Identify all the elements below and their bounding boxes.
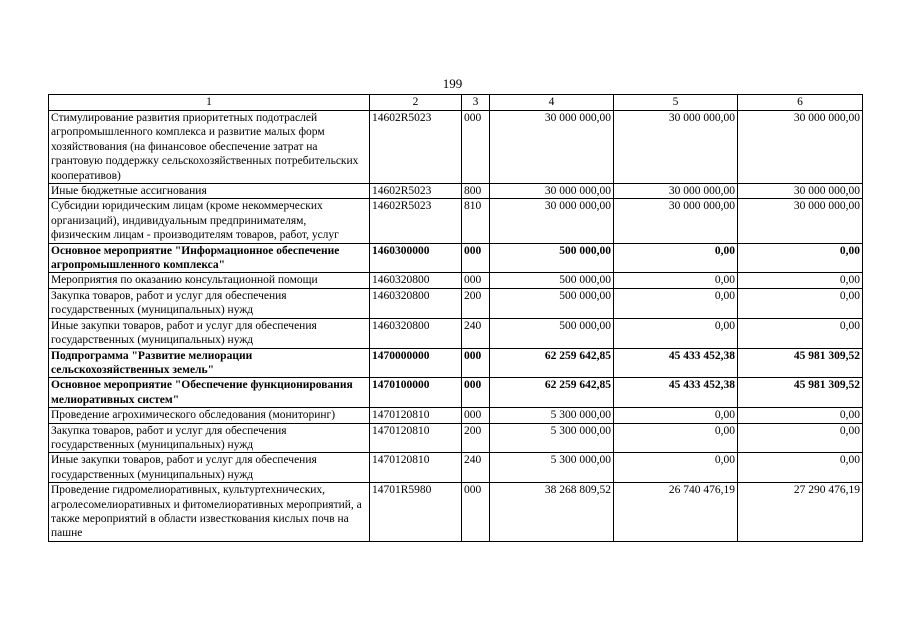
row-amount-col4: 500 000,00: [490, 243, 614, 273]
row-name: Закупка товаров, работ и услуг для обеспечения государственных (муниципальных) нужд: [49, 423, 370, 453]
row-amount-col5: 30 000 000,00: [614, 199, 738, 243]
header-row: [49, 95, 863, 111]
row-amount-col5: 0,00: [614, 453, 738, 483]
row-name: Подпрограмма "Развитие мелиорации сельскохозяйственных земель": [49, 348, 370, 378]
row-code: 1470120810: [370, 408, 462, 423]
row-amount-col4: 30 000 000,00: [490, 184, 614, 199]
row-code: 1460300000: [370, 243, 462, 273]
row-amount-col4: 500 000,00: [490, 318, 614, 348]
table-row: [49, 483, 863, 542]
row-amount-col5: 0,00: [614, 408, 738, 423]
table-row: [49, 273, 863, 288]
row-amount-col5: 0,00: [614, 318, 738, 348]
row-amount-col6: 0,00: [738, 288, 863, 318]
row-code: 1460320800: [370, 318, 462, 348]
row-expense-type: 810: [462, 199, 490, 243]
row-amount-col5: 0,00: [614, 423, 738, 453]
table-row: [49, 378, 863, 408]
column-header: 1: [49, 95, 370, 111]
row-code: 14602R5023: [370, 199, 462, 243]
row-code: 1460320800: [370, 288, 462, 318]
row-name: Субсидии юридическим лицам (кроме некоммерческих организаций), индивидуальным предпринимателям, физическим лицам - производителям товаров, работ, услуг: [49, 199, 370, 243]
row-amount-col6: 0,00: [738, 318, 863, 348]
column-header: 6: [738, 95, 863, 111]
row-expense-type: 200: [462, 288, 490, 318]
row-name: Мероприятия по оказанию консультационной помощи: [49, 273, 370, 288]
row-expense-type: 000: [462, 111, 490, 184]
row-expense-type: 000: [462, 378, 490, 408]
row-name: Закупка товаров, работ и услуг для обеспечения государственных (муниципальных) нужд: [49, 288, 370, 318]
row-expense-type: 000: [462, 243, 490, 273]
row-name: Основное мероприятие "Информационное обеспечение агропромышленного комплекса": [49, 243, 370, 273]
row-amount-col5: 30 000 000,00: [614, 184, 738, 199]
column-header: 2: [370, 95, 462, 111]
budget-table-body: [49, 111, 863, 542]
row-amount-col6: 30 000 000,00: [738, 199, 863, 243]
table-row: [49, 184, 863, 199]
row-amount-col6: 0,00: [738, 243, 863, 273]
table-row: [49, 288, 863, 318]
row-amount-col4: 500 000,00: [490, 273, 614, 288]
column-header: 4: [490, 95, 614, 111]
row-expense-type: 000: [462, 408, 490, 423]
row-name: Иные закупки товаров, работ и услуг для обеспечения государственных (муниципальных) нужд: [49, 453, 370, 483]
row-amount-col5: 0,00: [614, 243, 738, 273]
row-name: Проведение гидромелиоративных, культуртехнических, агролесомелиоративных и фитомелиоративных мероприятий, а также мероприятий в области известкования кислых почв на пашне: [49, 483, 370, 542]
row-amount-col6: 45 981 309,52: [738, 348, 863, 378]
row-name: Проведение агрохимического обследования (мониторинг): [49, 408, 370, 423]
column-header: 3: [462, 95, 490, 111]
row-code: 14602R5023: [370, 184, 462, 199]
table-row: [49, 243, 863, 273]
row-amount-col6: 27 290 476,19: [738, 483, 863, 542]
table-row: [49, 408, 863, 423]
row-code: 1460320800: [370, 273, 462, 288]
row-expense-type: 800: [462, 184, 490, 199]
row-amount-col4: 62 259 642,85: [490, 378, 614, 408]
row-amount-col6: 30 000 000,00: [738, 184, 863, 199]
table-row: [49, 318, 863, 348]
row-amount-col4: 5 300 000,00: [490, 423, 614, 453]
row-amount-col6: 0,00: [738, 408, 863, 423]
row-name: Стимулирование развития приоритетных подотраслей агропромышленного комплекса и развитие малых форм хозяйствования (на финансовое обеспечение затрат на грантовую поддержку сельскохозяйственных потребительских кооперативов): [49, 111, 370, 184]
table-row: [49, 453, 863, 483]
row-expense-type: 240: [462, 318, 490, 348]
row-name: Иные закупки товаров, работ и услуг для обеспечения государственных (муниципальных) нужд: [49, 318, 370, 348]
row-expense-type: 240: [462, 453, 490, 483]
row-code: 1470100000: [370, 378, 462, 408]
row-amount-col5: 26 740 476,19: [614, 483, 738, 542]
row-expense-type: 000: [462, 273, 490, 288]
row-code: 1470000000: [370, 348, 462, 378]
column-header: 5: [614, 95, 738, 111]
row-amount-col4: 5 300 000,00: [490, 408, 614, 423]
row-amount-col5: 45 433 452,38: [614, 348, 738, 378]
row-expense-type: 000: [462, 483, 490, 542]
budget-table: [48, 94, 863, 542]
row-amount-col4: 62 259 642,85: [490, 348, 614, 378]
row-amount-col4: 5 300 000,00: [490, 453, 614, 483]
row-amount-col6: 45 981 309,52: [738, 378, 863, 408]
row-amount-col4: 30 000 000,00: [490, 199, 614, 243]
row-amount-col6: 30 000 000,00: [738, 111, 863, 184]
row-amount-col5: 0,00: [614, 273, 738, 288]
row-name: Основное мероприятие "Обеспечение функционирования мелиоративных систем": [49, 378, 370, 408]
row-amount-col5: 45 433 452,38: [614, 378, 738, 408]
row-amount-col4: 30 000 000,00: [490, 111, 614, 184]
row-amount-col6: 0,00: [738, 423, 863, 453]
row-amount-col6: 0,00: [738, 273, 863, 288]
row-amount-col6: 0,00: [738, 453, 863, 483]
row-name: Иные бюджетные ассигнования: [49, 184, 370, 199]
row-amount-col5: 0,00: [614, 288, 738, 318]
row-amount-col4: 38 268 809,52: [490, 483, 614, 542]
row-amount-col4: 500 000,00: [490, 288, 614, 318]
table-row: [49, 111, 863, 184]
table-row: [49, 199, 863, 243]
row-code: 14701R5980: [370, 483, 462, 542]
row-code: 1470120810: [370, 453, 462, 483]
row-code: 1470120810: [370, 423, 462, 453]
page-number: 199: [442, 76, 463, 91]
row-expense-type: 000: [462, 348, 490, 378]
row-code: 14602R5023: [370, 111, 462, 184]
row-amount-col5: 30 000 000,00: [614, 111, 738, 184]
table-row: [49, 348, 863, 378]
row-expense-type: 200: [462, 423, 490, 453]
table-row: [49, 423, 863, 453]
